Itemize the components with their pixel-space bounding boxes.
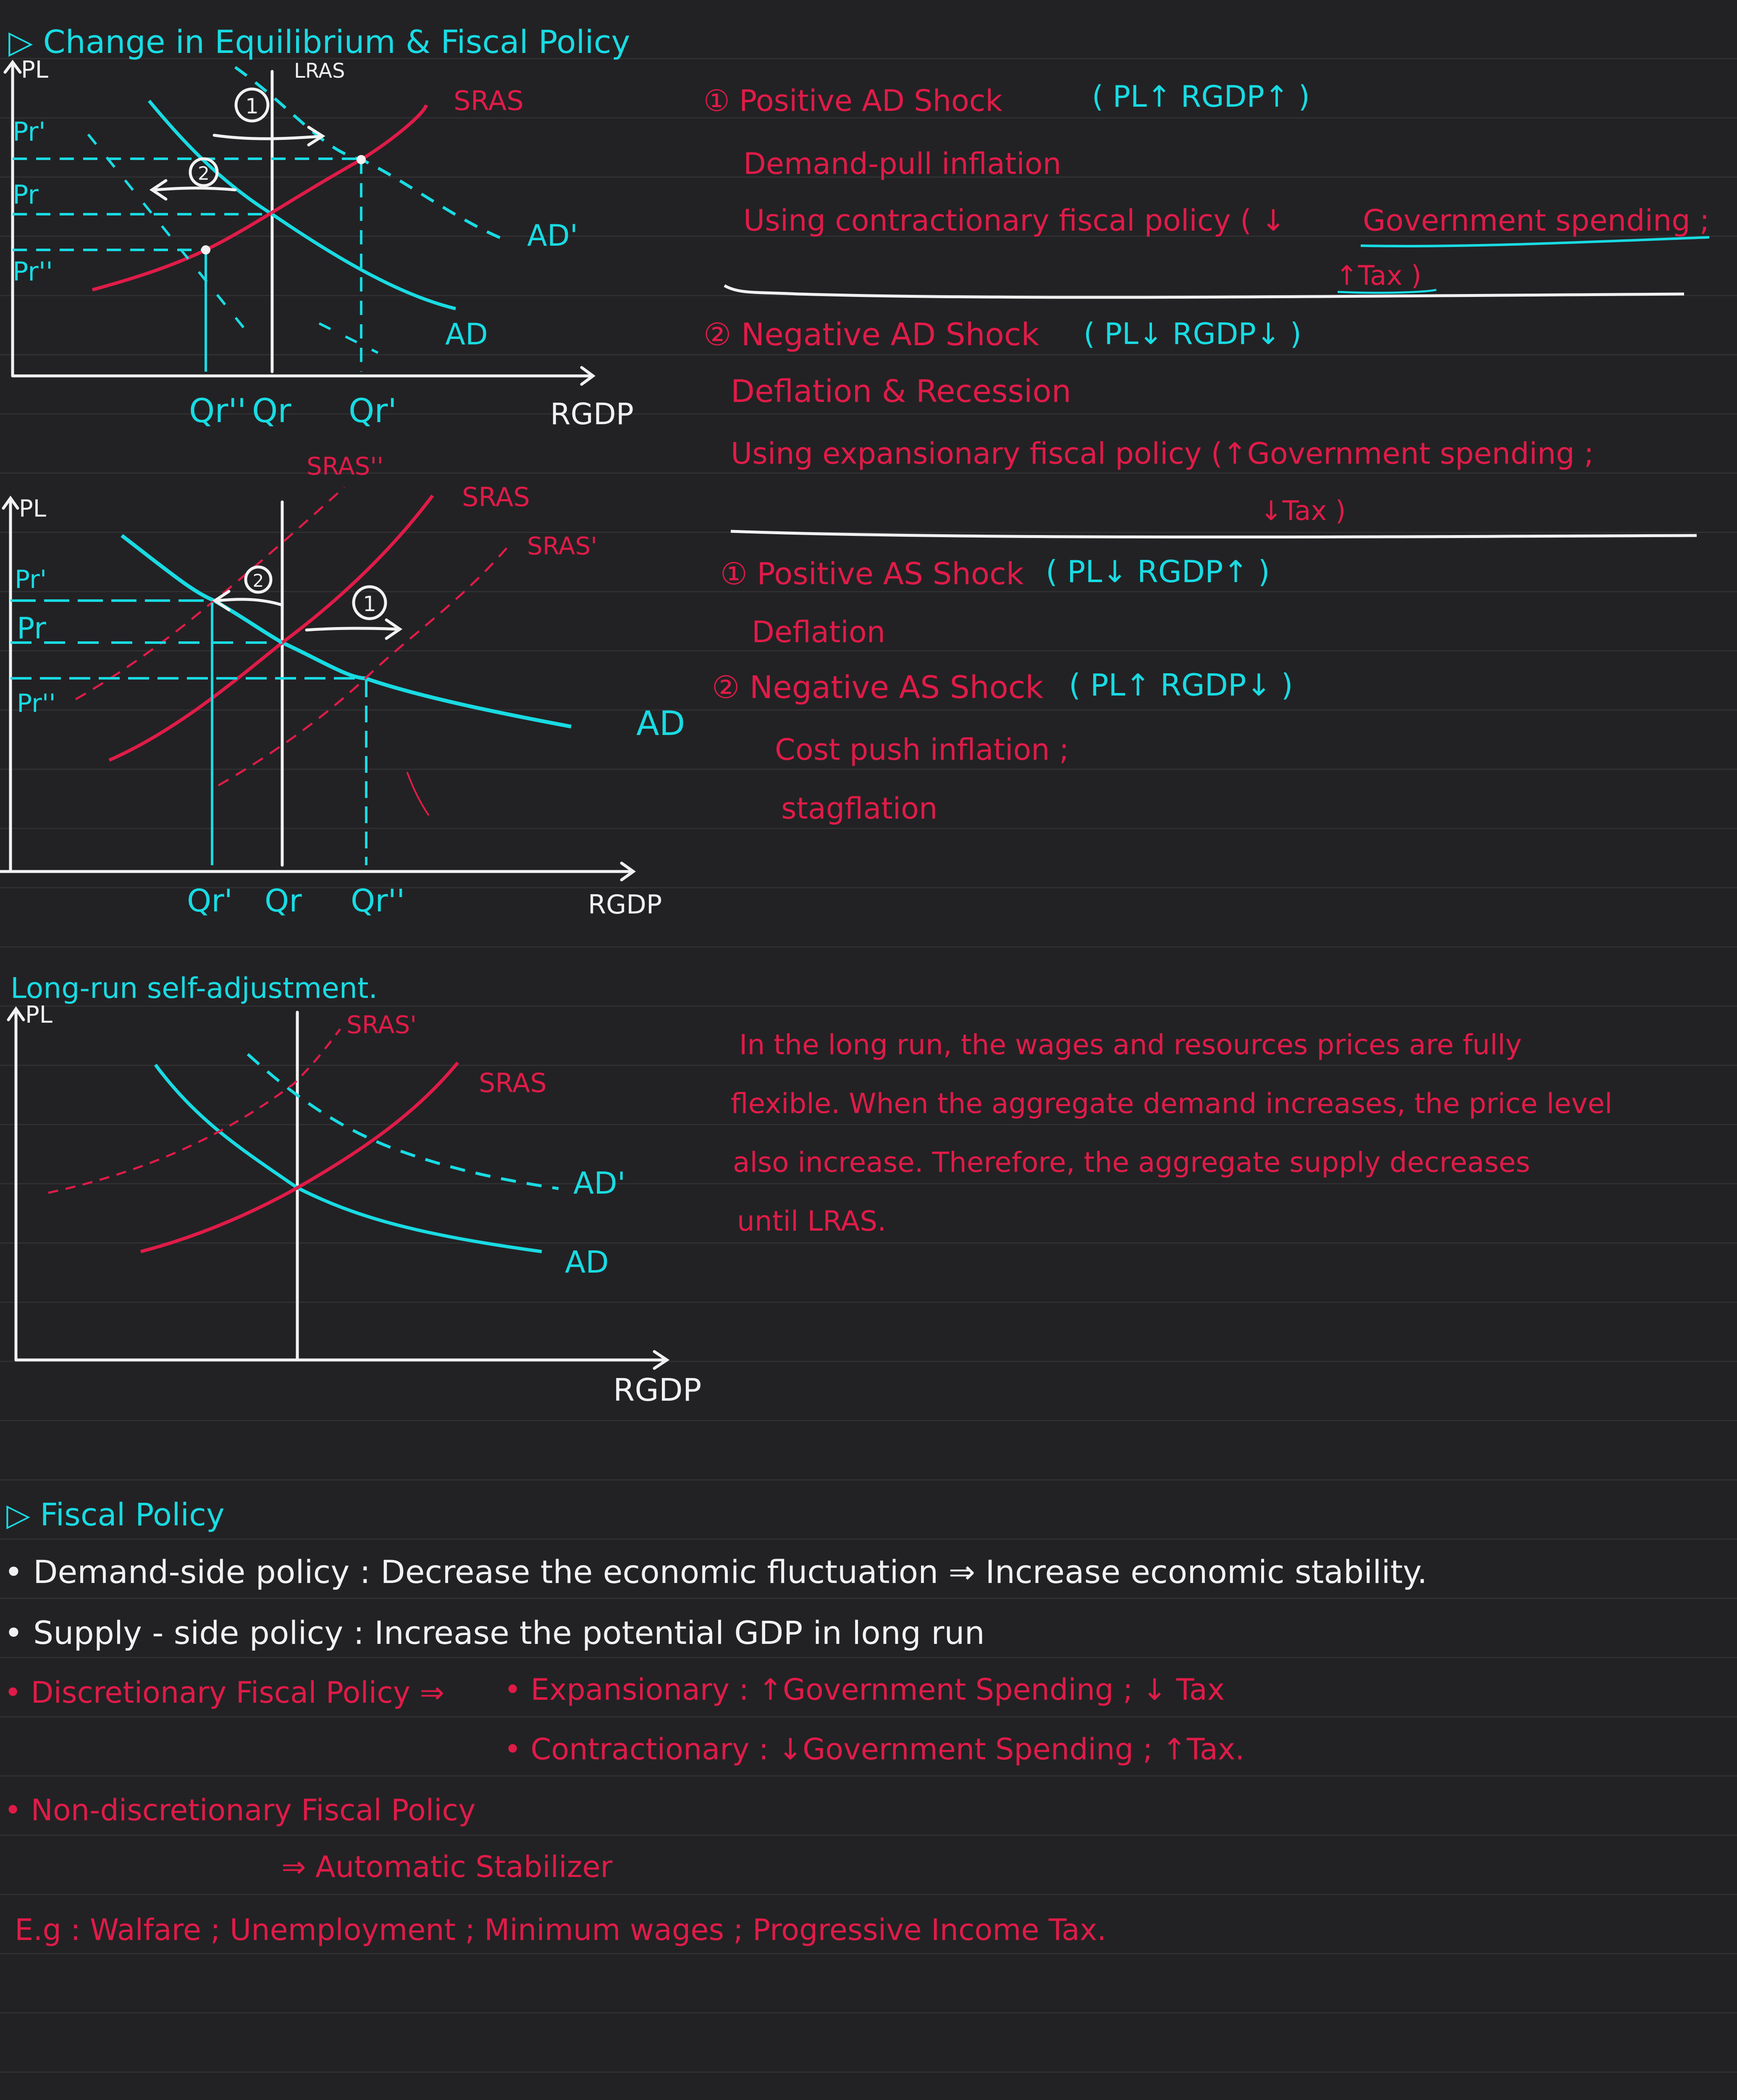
pos-ad-tax: ↑Tax ) xyxy=(1336,260,1422,291)
expansionary-line: • Expansionary : ↑Government Spending ; ↓ Tax xyxy=(504,1672,1225,1707)
lr-sras-label: SRAS xyxy=(479,1068,547,1098)
as-qr-dprime-label: Qr'' xyxy=(351,883,405,919)
y-axis-label: PL xyxy=(21,56,48,84)
lr-para-line4: until LRAS. xyxy=(737,1205,887,1237)
lr-sras-curve xyxy=(141,1063,458,1252)
lr-ad-prime-label: AD' xyxy=(573,1166,626,1201)
as-x-axis-label: RGDP xyxy=(588,889,662,920)
sras-label: SRAS xyxy=(454,86,524,117)
step1-label: 1 xyxy=(245,94,259,118)
section4-heading: ▷ Fiscal Policy xyxy=(6,1497,225,1533)
ad-label: AD xyxy=(445,317,488,352)
pos-ad-line3: Using contractionary fiscal policy ( ↓ xyxy=(743,203,1286,238)
step2-label: 2 xyxy=(198,163,210,184)
as-ad-curve xyxy=(122,536,571,727)
demand-side-line: • Demand-side policy : Decrease the economic fluctuation ⇒ Increase economic stability. xyxy=(4,1553,1427,1591)
lr-para-line2: flexible. When the aggregate demand increases, the price level xyxy=(731,1087,1613,1120)
as-step1-label: 1 xyxy=(363,592,376,616)
examples-line: E.g : Walfare ; Unemployment ; Minimum wages ; Progressive Income Tax. xyxy=(15,1913,1107,1947)
graph-as-shock xyxy=(0,452,685,928)
as-sras-label: SRAS xyxy=(462,482,530,512)
non-discretionary-line: • Non-discretionary Fiscal Policy xyxy=(4,1793,476,1827)
as-qr-label: Qr xyxy=(265,883,302,919)
neg-as-line2: Cost push inflation ; xyxy=(775,732,1069,767)
x-axis-label: RGDP xyxy=(550,397,634,431)
neg-as-effect: ( PL↑ RGDP↓ ) xyxy=(1069,667,1293,703)
section3-heading: Long-run self-adjustment. xyxy=(10,972,378,1005)
contractionary-line: • Contractionary : ↓Government Spending ; ↑Tax. xyxy=(504,1732,1245,1767)
lr-x-axis-label: RGDP xyxy=(613,1372,702,1408)
ad-prime-label: AD' xyxy=(527,218,578,253)
as-sras-dprime-curve xyxy=(76,487,344,699)
pos-ad-line2: Demand-pull inflation xyxy=(743,147,1061,181)
as-pr-label: Pr xyxy=(17,611,46,646)
pr-dprime-label: Pr'' xyxy=(13,256,53,287)
neg-ad-tax: ↓Tax ) xyxy=(1260,496,1346,527)
supply-side-line: • Supply - side policy : Increase the potential GDP in long run xyxy=(4,1614,985,1651)
as-step2-label: 2 xyxy=(252,570,264,591)
lras-label: LRAS xyxy=(294,59,345,83)
lr-ad-label: AD xyxy=(565,1244,609,1280)
as-qr-prime-label: Qr' xyxy=(187,883,233,919)
pos-as-effect: ( PL↓ RGDP↑ ) xyxy=(1046,554,1270,589)
lr-para-line3: also increase. Therefore, the aggregate supply decreases xyxy=(733,1146,1530,1179)
pos-ad-effect: ( PL↑ RGDP↑ ) xyxy=(1092,79,1310,114)
pos-as-line2: Deflation xyxy=(752,615,886,649)
section1-heading: ▷ Change in Equilibrium & Fiscal Policy xyxy=(8,23,630,60)
discretionary-line: • Discretionary Fiscal Policy ⇒ xyxy=(4,1675,445,1710)
pos-ad-gov: Government spending ; xyxy=(1363,203,1710,238)
qr-prime-label: Qr' xyxy=(349,392,397,430)
pos-ad-title: ① Positive AD Shock xyxy=(703,84,1002,118)
automatic-stabilizer-line: ⇒ Automatic Stabilizer xyxy=(281,1850,613,1884)
pos-as-title: ① Positive AS Shock xyxy=(720,556,1024,591)
qr-dprime-label: Qr'' xyxy=(189,392,247,430)
neg-as-line3: stagflation xyxy=(781,791,938,826)
lr-sras-prime-label: SRAS' xyxy=(346,1011,417,1039)
qr-label: Qr xyxy=(252,392,291,430)
as-sras-dprime-label: SRAS'' xyxy=(307,452,384,480)
neg-ad-title: ② Negative AD Shock xyxy=(703,317,1039,353)
pr-prime-label: Pr' xyxy=(13,116,46,147)
neg-ad-effect: ( PL↓ RGDP↓ ) xyxy=(1084,317,1301,351)
neg-as-title: ② Negative AS Shock xyxy=(712,669,1044,706)
pr-label: Pr xyxy=(13,179,39,210)
as-ad-label: AD xyxy=(636,704,685,743)
as-pr-dprime-label: Pr'' xyxy=(17,689,56,718)
neg-ad-line3: Using expansionary fiscal policy (↑Government spending ; xyxy=(731,436,1594,471)
as-sras-prime-label: SRAS' xyxy=(527,532,598,560)
as-y-axis-label: PL xyxy=(19,495,46,522)
lr-y-axis-label: PL xyxy=(25,1001,52,1029)
as-pr-prime-label: Pr' xyxy=(15,565,47,594)
neg-ad-line2: Deflation & Recession xyxy=(731,373,1071,410)
lr-para-line1: In the long run, the wages and resources prices are fully xyxy=(739,1029,1522,1061)
graph-long-run xyxy=(0,1000,735,1415)
